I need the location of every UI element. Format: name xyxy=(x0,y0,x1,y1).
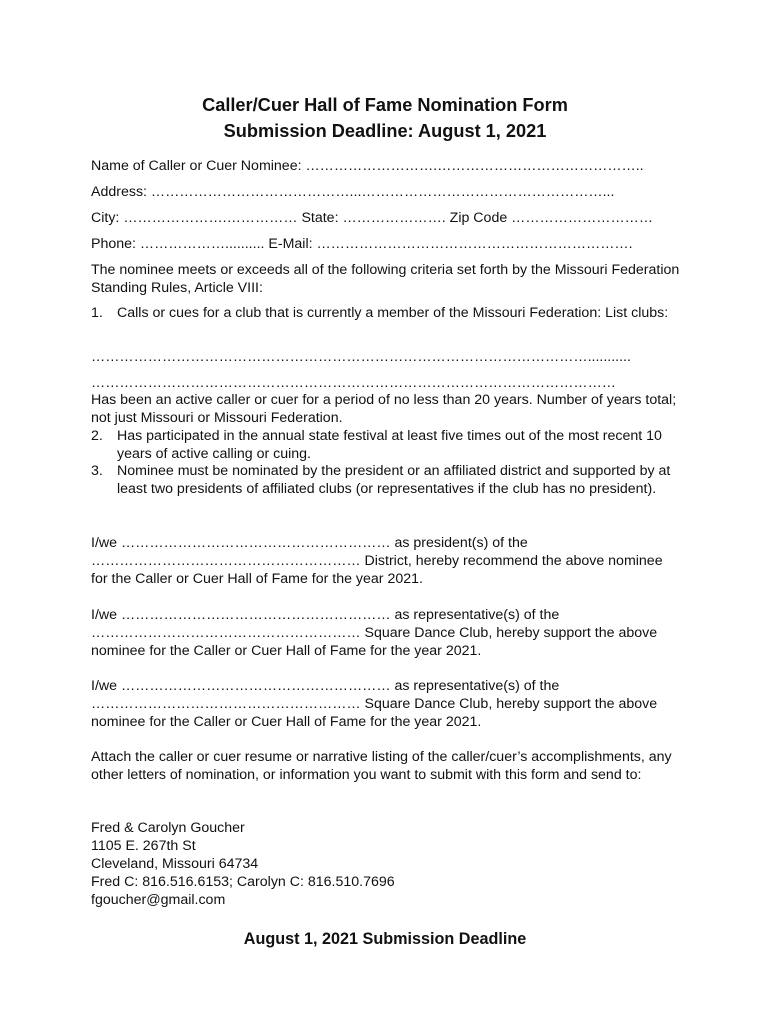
criteria-text: Nominee must be nominated by the president or an affiliated district and supported by at least two presidents of affiliated clubs (or representatives if the club has no president). xyxy=(117,463,671,497)
mail-to-street: 1105 E. 267th St xyxy=(91,838,196,854)
criteria-number: 2. xyxy=(91,428,103,444)
criteria-number: 1. xyxy=(91,305,103,321)
club-list-line-2[interactable]: ………………………………………………………………………………………………… xyxy=(91,375,616,391)
attach-instructions: Attach the caller or cuer resume or narrative listing of the caller/cuer’s accomplishments, any other letters of nomination, or information you want to submit with this form and send to: xyxy=(91,749,672,783)
city-state-zip-field[interactable]: City: ………………….…………… State: …………………. Zip Code ………………………… xyxy=(91,210,654,226)
criteria-number: 3. xyxy=(91,463,103,479)
criteria-text: Calls or cues for a club that is currently a member of the Missouri Federation: List clubs: xyxy=(117,305,669,321)
deadline-heading: Submission Deadline: August 1, 2021 xyxy=(223,121,547,141)
mail-to-email[interactable]: fgoucher@gmail.com xyxy=(91,892,226,908)
mail-to-name: Fred & Carolyn Goucher xyxy=(91,820,245,836)
criteria-item-2 xyxy=(91,427,683,463)
address-field[interactable]: Address: ……………………………………...……………………………………………... xyxy=(91,184,615,200)
criteria-item-1 xyxy=(91,304,683,322)
mail-to-phones: Fred C: 816.516.6153; Carolyn C: 816.510.7696 xyxy=(91,874,395,890)
criteria-intro: The nominee meets or exceeds all of the following criteria set forth by the Missouri Federation Standing Rules, Article VIII: xyxy=(91,262,680,296)
mail-to-city: Cleveland, Missouri 64734 xyxy=(91,856,259,872)
criteria-text: Has participated in the annual state festival at least five times out of the most recent 10 years of active calling or cuing. xyxy=(117,428,662,462)
active-years-text: Has been an active caller or cuer for a period of no less than 20 years. Number of years total; not just Missouri or Missouri Federation. xyxy=(91,392,677,426)
phone-email-field[interactable]: Phone: ……………….......... E-Mail: …………………………………………………………. xyxy=(91,236,633,252)
club-representative-endorsement-1[interactable]: I/we ………………………………………………… as representative(s) of the ………………………………………………… Square Dance Club, hereby support the above nominee for the Caller or Cuer Hall of Fame for the year 2021. xyxy=(91,607,658,659)
form-title: Caller/Cuer Hall of Fame Nomination Form xyxy=(202,95,568,115)
president-endorsement[interactable]: I/we ………………………………………………… as president(s) of the ………………………………………………… District, hereby recommend the above nominee for the Caller or Cuer Hall of Fame for the year 2021. xyxy=(91,535,663,587)
club-representative-endorsement-2[interactable]: I/we ………………………………………………… as representative(s) of the ………………………………………………… Square Dance Club, hereby support the above nominee for the Caller or Cuer Hall of Fame for the year 2021. xyxy=(91,678,658,730)
club-list-line-1[interactable]: ……………………………………………………………………………………………........... xyxy=(91,349,631,365)
footer-deadline: August 1, 2021 Submission Deadline xyxy=(243,930,527,948)
criteria-item-3 xyxy=(91,462,683,498)
nominee-name-field[interactable]: Name of Caller or Cuer Nominee: ……………………….…………………………………….. xyxy=(91,158,644,174)
